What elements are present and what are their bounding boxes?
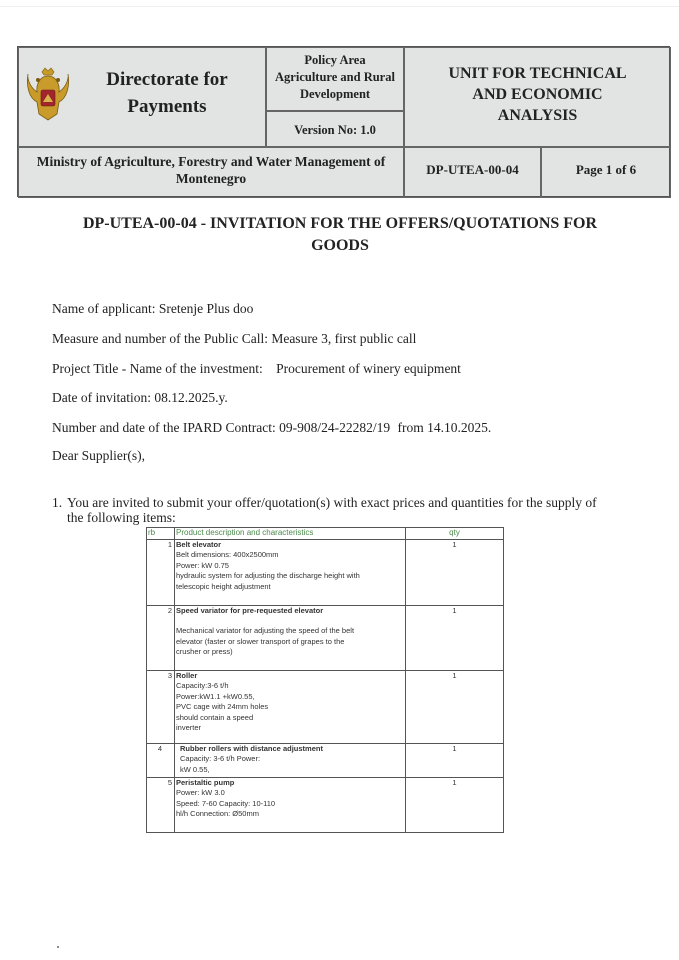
ipard-contract (52, 420, 491, 436)
item-spec: Power: kW 3.0 (176, 788, 225, 797)
row-qty: 1 (406, 605, 504, 670)
item-title: Belt elevator (176, 539, 222, 549)
items-table (146, 527, 504, 833)
page-number-cell (541, 147, 671, 198)
unit-line-2: AND ECONOMIC (472, 86, 603, 103)
row-description (175, 539, 406, 605)
header-qty: qty (406, 528, 504, 540)
version-cell (266, 111, 404, 147)
item-spec: Power: kW 0.75 (176, 560, 229, 570)
row-qty: 1 (406, 539, 504, 605)
directorate-line-1: Directorate for (106, 69, 228, 90)
project-title-value: Procurement of winery equipment (276, 361, 461, 376)
invitation-line-2: the following items: (67, 510, 176, 525)
item-spacer (176, 616, 404, 626)
unit-line-1: UNIT FOR TECHNICAL (448, 65, 627, 82)
greeting: Dear Supplier(s), (52, 448, 145, 463)
document-header (17, 46, 670, 197)
item-spec: should contain a speed (176, 712, 254, 722)
scan-edge-line (0, 6, 679, 7)
item-spec: Capacity: 3-6 t/h Power: (180, 754, 261, 763)
item-spec: PVC cage with 24mm holes (176, 702, 269, 711)
item-spec: hydraulic system for adjusting the discharge height with (176, 571, 360, 580)
item-spec: hl/h Connection: Ø50mm (176, 809, 259, 818)
item-spec: Belt dimensions: 400x2500mm (176, 550, 279, 559)
ipard-contract-number: Number and date of the IPARD Contract: 09-908/24-22282/19 (52, 420, 391, 435)
item-spec: Speed: 7-60 Capacity: 10-110 (176, 798, 276, 808)
directorate-line-2: Payments (127, 96, 207, 117)
unit-cell (404, 47, 671, 147)
item-title: Speed variator for pre-requested elevator (176, 605, 324, 615)
item-spec: Capacity:3-6 t/h (176, 681, 229, 690)
invitation-line-1: You are invited to submit your offer/quotation(s) with exact prices and quantities for the supply of (67, 495, 597, 510)
directorate-cell (18, 47, 266, 147)
ministry-line-1: Ministry of Agriculture, Forestry and Water Management of (36, 154, 386, 169)
document-title-line-2: GOODS (311, 237, 369, 254)
document-title-line-1: DP-UTEA-00-04 - INVITATION FOR THE OFFERS/QUOTATIONS FOR (82, 215, 598, 232)
row-number: 5 (147, 777, 175, 832)
document-title (40, 213, 640, 257)
document-code: DP-UTEA-00-04 (426, 162, 519, 177)
row-description (175, 605, 406, 670)
project-title (52, 361, 461, 377)
row-qty: 1 (406, 777, 504, 832)
row-number: 3 (147, 670, 175, 743)
row-description (175, 777, 406, 832)
scan-dot (57, 946, 59, 948)
row-number: 4 (147, 743, 175, 777)
row-description (175, 670, 406, 743)
item-spec: inverter (176, 723, 202, 732)
item-spec: Mechanical variator for adjusting the speed of the belt (176, 626, 355, 635)
ministry-line-2: Montenegro (175, 171, 247, 186)
item-spec: crusher or press) (176, 647, 233, 656)
policy-area-line-1: Policy Area (304, 53, 366, 67)
item-title: Rubber rollers with distance adjustment (180, 743, 323, 753)
table-row (147, 605, 504, 670)
item-spec: telescopic height adjustment (176, 581, 271, 591)
directorate-title (83, 66, 251, 120)
applicant-name: Name of applicant: Sretenje Plus doo (52, 301, 254, 316)
row-number: 2 (147, 605, 175, 670)
row-qty: 1 (406, 670, 504, 743)
policy-area-cell (266, 47, 404, 111)
version-number: Version No: 1.0 (294, 123, 376, 137)
item-spec: elevator (faster or slower transport of grapes to the (176, 636, 345, 646)
table-row (147, 539, 504, 605)
header-rb: rb (147, 528, 175, 540)
page-number: Page 1 of 6 (575, 162, 637, 177)
montenegro-coat-of-arms-icon (25, 66, 71, 124)
invitation-paragraph (52, 495, 622, 525)
item-title: Peristaltic pump (176, 777, 235, 787)
invitation-number: 1. (52, 495, 63, 510)
table-row (147, 777, 504, 832)
invitation-date: Date of invitation: 08.12.2025.y. (52, 390, 228, 405)
public-call-measure: Measure and number of the Public Call: Measure 3, first public call (52, 331, 417, 346)
item-spec: Power:kW1.1 +kW0.55, (176, 691, 255, 701)
policy-area-line-2: Agriculture and Rural (275, 70, 395, 84)
document-code-cell (404, 147, 541, 198)
policy-area-line-3: Development (299, 87, 371, 101)
header-description: Product description and characteristics (175, 528, 406, 540)
row-number: 1 (147, 539, 175, 605)
ipard-contract-date: from 14.10.2025. (397, 420, 492, 435)
project-title-label: Project Title - Name of the investment: (52, 361, 263, 376)
item-title: Roller (176, 670, 198, 680)
row-qty: 1 (406, 743, 504, 777)
unit-line-3: ANALYSIS (497, 107, 578, 124)
table-header-row (147, 528, 504, 540)
row-description (175, 743, 406, 777)
ministry-cell (18, 147, 404, 198)
table-row (147, 670, 504, 743)
table-row (147, 743, 504, 777)
item-spec: kW 0.55, (180, 764, 210, 774)
